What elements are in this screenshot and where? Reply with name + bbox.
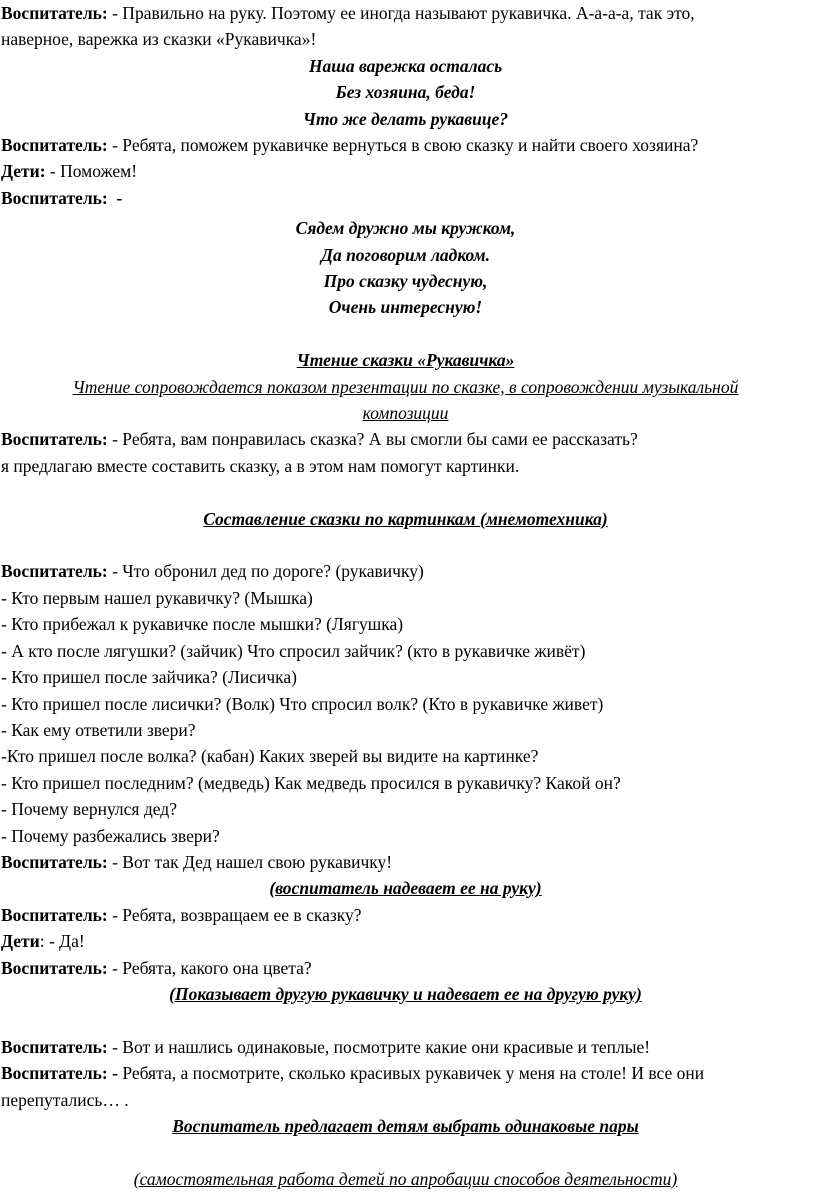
section-heading: Составление сказки по картинкам (мнемотехника) [203,508,608,529]
question-line: - Как ему ответили звери? [1,719,196,740]
paragraph [1,26,810,52]
paragraph [1,1060,810,1086]
speech-text: наверное, варежка из сказки «Рукавичка»! [1,29,317,50]
question-line: - Кто пришел после лисички? (Волк) Что спросил волк? (Кто в рукавичке живет) [1,693,604,714]
question-line: - Почему вернулся дед? [1,799,177,820]
paragraph [1,453,810,479]
question-line: - Кто прибежал к рукавичке после мышки? (Лягушка) [1,614,404,635]
speaker-label: Дети [1,931,40,952]
question-line: - Почему разбежались звери? [1,825,220,846]
speech-text: - Поможем! [45,161,138,182]
poem-line: Без хозяина, беда! [335,82,476,103]
poem-line: Что же делать рукавице? [302,108,509,129]
stage-note: (Показывает другую рукавичку и надевает ее на другую руку) [169,983,642,1004]
question-line: - А кто после лягушки? (зайчик) Что спросил зайчик? (кто в рукавичке живёт) [1,640,586,661]
speaker-label: Воспитатель: [1,1036,108,1057]
speaker-label: Воспитатель: [1,561,108,582]
speaker-label: Воспитатель: [1,429,108,450]
speech-text: - Ребята, возвращаем ее в сказку? [107,904,362,925]
speaker-label: Воспитатель: [1,3,108,23]
stage-note: Воспитатель предлагает детям выбрать одинаковые пары [172,1116,639,1136]
question-line: - Кто пришел после зайчика? (Лисичка) [1,667,297,688]
speech-text: - Ребята, какого она цвета? [107,957,312,978]
paragraph [1,558,810,584]
speech-text: Ребята, а посмотрите, сколько красивых рукавичек у меня на столе! И все они [117,1063,705,1084]
paragraph [1,1087,810,1113]
speech-text: я предлагаю вместе составить сказку, а в этом нам помогут картинки. [1,455,520,476]
paragraph [1,902,810,928]
speaker-label: Дети: [1,161,46,182]
speech-text: - Вот и нашлись одинаковые, посмотрите какие они красивые и теплые! [107,1036,651,1057]
paragraph [1,1034,810,1060]
speaker-label: Воспитатель: [1,957,108,978]
poem-line: Сядем дружно мы кружком, [295,218,516,239]
speech-text: - Вот так Дед нашел свою рукавичку! [107,851,393,872]
speech-text: - [107,187,123,208]
speech-text: - Правильно на руку. Поэтому ее иногда называют рукавичка. А-а-а-а, так это, [107,3,695,23]
poem-line: Про сказку чудесную, [323,271,488,292]
section-heading: Чтение сказки «Рукавичка» [296,350,515,371]
stage-note: (воспитатель надевает ее на руку) [269,878,542,899]
poem-line: Да поговорим ладком. [320,244,491,265]
speaker-label: Воспитатель: [1,851,108,872]
speaker-label: Воспитатель: [1,187,108,208]
paragraph [1,158,810,184]
poem-line: Наша варежка осталась [308,55,503,76]
paragraph [1,426,810,452]
stage-note: композиции [362,403,449,424]
paragraph [1,185,810,211]
poem-line: Очень интересную! [328,297,483,318]
speech-text: - Ребята, вам понравилась сказка? А вы смогли бы сами ее рассказать? [107,429,638,450]
speech-text: перепутались… . [1,1089,129,1110]
paragraph [1,132,810,158]
paragraph [1,0,810,26]
speaker-label: Воспитатель: [1,135,108,156]
speaker-label: Воспитатель: [1,904,108,925]
paragraph [1,849,810,875]
paragraph [1,955,810,981]
question-line: -Кто пришел после волка? (кабан) Каких зверей вы видите на картинке? [1,746,539,767]
stage-note: (самостоятельная работа детей по апробации способов деятельности) [133,1168,678,1189]
question-line: - Кто пришел последним? (медведь) Как медведь просился в рукавичку? Какой он? [1,772,621,793]
speech-text: - Что обронил дед по дороге? (рукавичку) [107,561,424,582]
stage-note: Чтение сопровождается показом презентации по сказке, в сопровождении музыкальной [72,376,739,397]
speech-text: - Ребята, поможем рукавичке вернуться в свою сказку и найти своего хозяина? [107,135,699,156]
question-line: - Кто первым нашел рукавичку? (Мышка) [1,587,313,608]
speaker-label: Воспитатель: - [1,1063,118,1084]
speech-text: : - Да! [39,931,85,952]
paragraph [1,928,810,954]
